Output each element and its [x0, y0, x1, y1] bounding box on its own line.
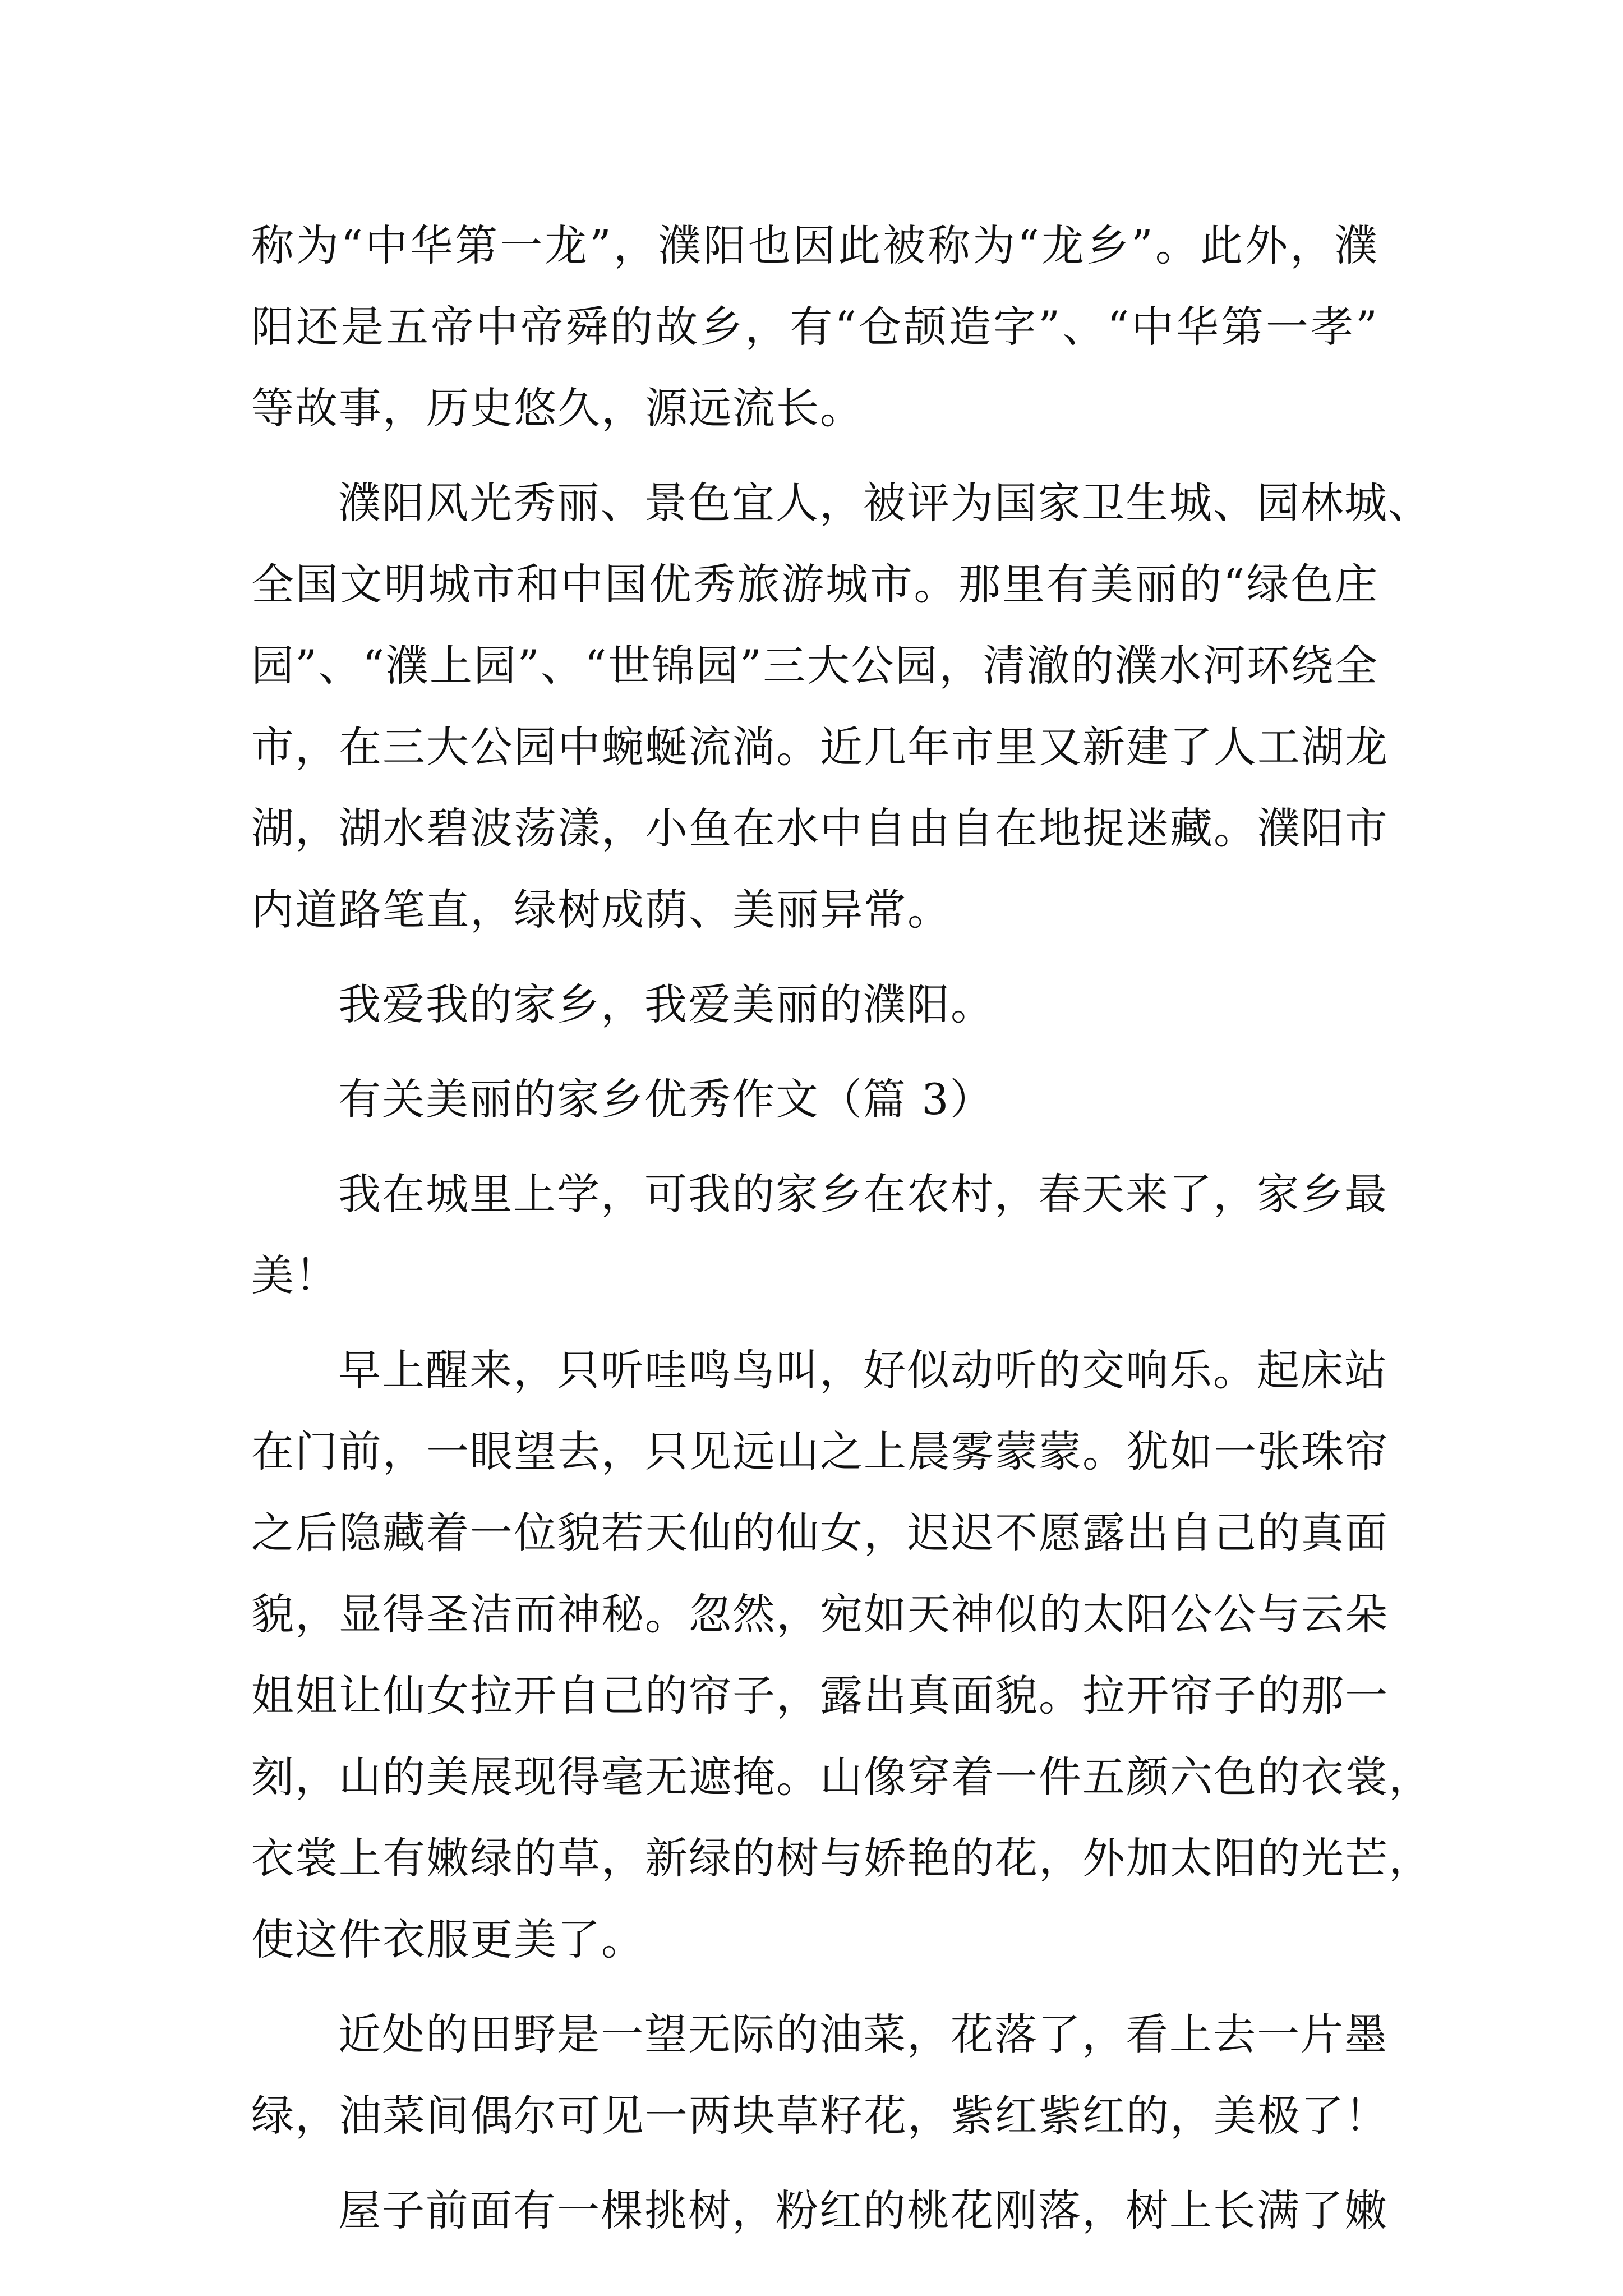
text-line: 濮阳风光秀丽、景色宜人，被评为国家卫生城、园林城、 — [338, 478, 1432, 528]
text-line: 我爱我的家乡，我爱美丽的濮阳。 — [338, 979, 994, 1029]
text-line: 我在城里上学，可我的家乡在农村，春天来了，家乡最 — [338, 1169, 1388, 1219]
text-line: 市，在三大公园中蜿蜒流淌。近几年市里又新建了人工湖龙 — [251, 722, 1389, 772]
paragraph-spacing — [251, 2156, 1378, 2170]
text-line: 园”、“濮上园”、“世锦园”三大公园，清澈的濮水河环绕全 — [251, 641, 1378, 691]
paragraph-6 — [251, 1329, 1432, 1980]
text-line: 屋子前面有一棵挑树，粉红的桃花刚落，树上长满了嫩 — [338, 2185, 1388, 2235]
article-body — [251, 205, 1432, 2251]
section-heading — [251, 1059, 1378, 1140]
text-line: 近处的田野是一望无际的油菜，花落了，看上去一片墨 — [338, 2009, 1388, 2059]
text-line: 姐姐让仙女拉开自己的帘子，露出真面貌。拉开帘子的那一 — [251, 1671, 1389, 1720]
text-line: 之后隐藏着一位貌若天仙的仙女，迟迟不愿露出自己的真面 — [251, 1508, 1389, 1558]
text-line: 绿，油菜间偶尔可见一两块草籽花，紫红紫红的，美极了！ — [251, 2091, 1389, 2141]
paragraph-5 — [251, 1153, 1388, 1316]
text-line: 使这件衣服更美了。 — [251, 1915, 645, 1964]
text-line: 等故事，历史悠久，源远流长。 — [251, 383, 864, 433]
text-line: 早上醒来，只听哇鸣鸟叫，好似动听的交响乐。起床站 — [338, 1345, 1388, 1395]
paragraph-2 — [251, 462, 1432, 950]
text-line: 湖，湖水碧波荡漾，小鱼在水中自由自在地捉迷藏。濮阳市 — [251, 803, 1389, 853]
paragraph-spacing — [251, 1980, 1378, 1994]
text-line: 刻，山的美展现得毫无遮掩。山像穿着一件五颜六色的衣裳， — [251, 1752, 1432, 1802]
text-line: 在门前，一眼望去，只见远山之上晨雾蒙蒙。犹如一张珠帘 — [251, 1427, 1389, 1476]
paragraph-3 — [251, 964, 1378, 1045]
text-line: 全国文明城市和中国优秀旅游城市。那里有美丽的“绿色庄 — [251, 559, 1378, 609]
paragraph-spacing — [251, 1140, 1378, 1153]
paragraph-1 — [251, 205, 1378, 449]
paragraph-spacing — [251, 950, 1378, 964]
paragraph-spacing — [251, 1045, 1378, 1059]
paragraph-7 — [251, 1994, 1389, 2156]
text-line: 内道路笔直，绿树成荫、美丽异常。 — [251, 885, 951, 935]
text-line: 阳还是五帝中帝舜的故乡，有“仓颉造字”、“中华第一孝” — [251, 302, 1378, 352]
paragraph-spacing — [251, 1316, 1378, 1329]
text-line: 称为“中华第一龙”，濮阳也因此被称为“龙乡”。此外，濮 — [251, 220, 1378, 270]
paragraph-8 — [251, 2170, 1388, 2251]
section-title: 有关美丽的家乡优秀作文（篇 3） — [338, 1074, 994, 1124]
text-line: 貌，显得圣洁而神秘。忽然，宛如天神似的太阳公公与云朵 — [251, 1589, 1389, 1639]
text-line: 衣裳上有嫩绿的草，新绿的树与娇艳的花，外加太阳的光芒， — [251, 1833, 1432, 1883]
paragraph-spacing — [251, 449, 1378, 462]
text-line: 美！ — [251, 1250, 339, 1300]
